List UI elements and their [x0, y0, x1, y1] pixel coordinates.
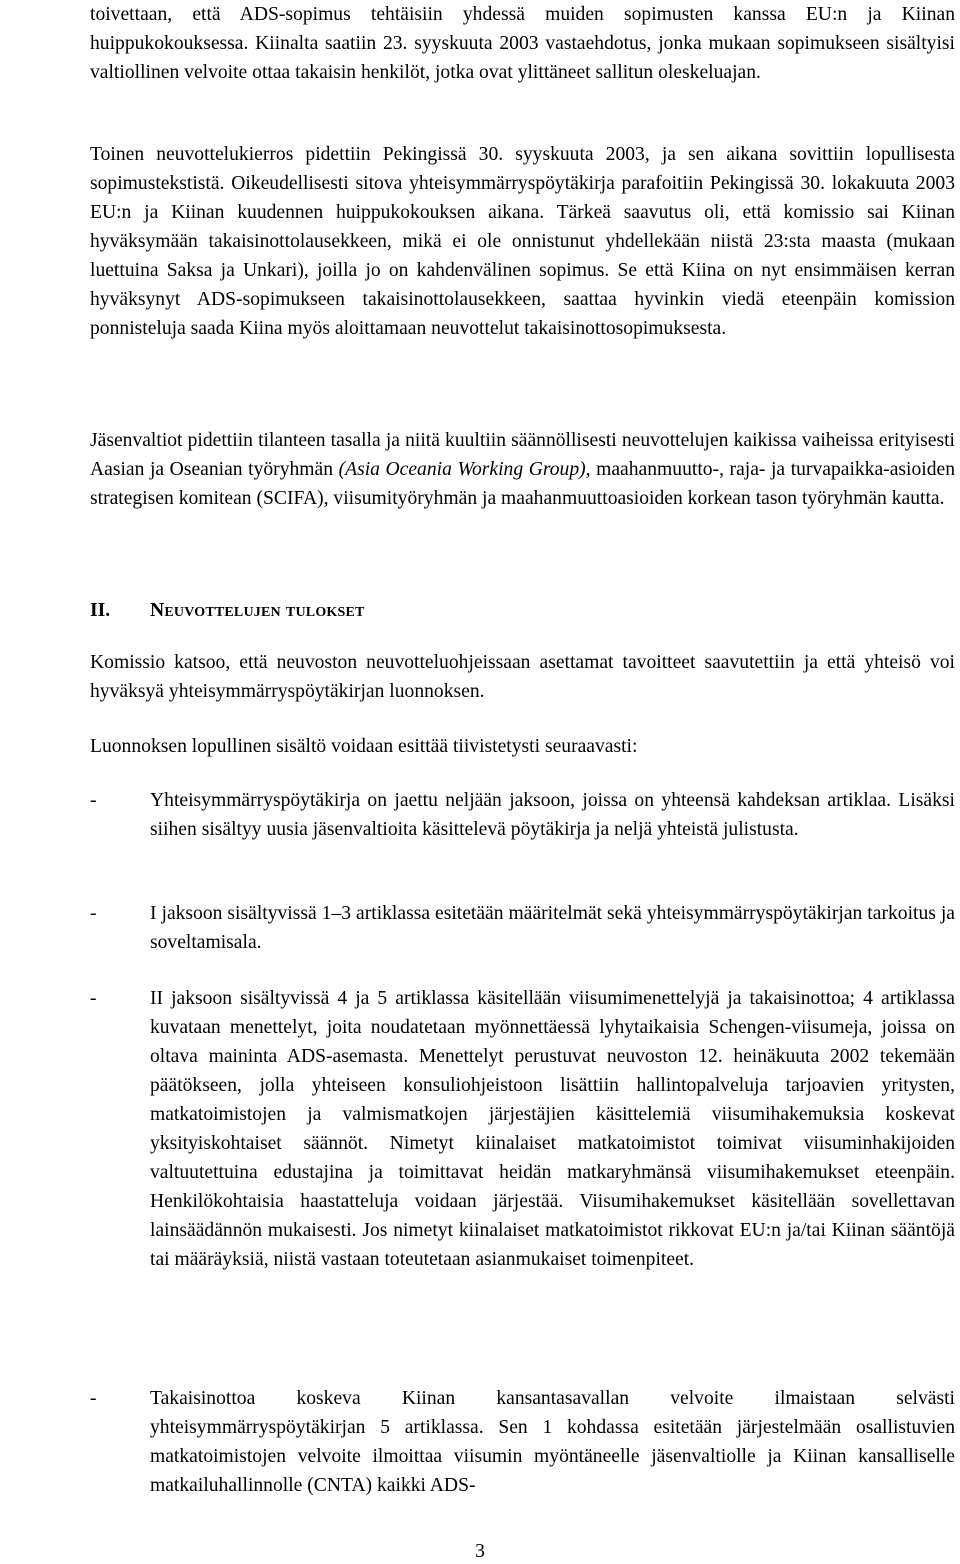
paragraph-member-states-end: , maahanmuutto-, raja- ja turvapaikka-asioiden strategisen komitean (SCIFA), viisumityöryhmän ja maahanmuuttoasioiden korkean tason työryhmän kautta. — [90, 459, 955, 509]
bullet-item: Yhteisymmärryspöytäkirja on jaettu neljään jaksoon, joissa on yhteensä kahdeksan artiklaa. Lisäksi siihen sisältyy uusia jäsenvaltioita käsittelevä pöytäkirja ja neljä yhteistä julistusta. — [150, 790, 955, 840]
bullet-marker: - — [90, 988, 97, 1009]
paragraph-ads-proposal: toivettaan, että ADS-sopimus tehtäisiin yhdessä muiden sopimusten kanssa EU:n ja Kiinan huippukokouksessa. Kiinalta saatiin 23. syyskuuta 2003 vastaehdotus, jonka mukaan sopimukseen sisältyisi valtiollinen velvoite ottaa takaisin henkilöt, jotka ovat ylittäneet sallitun oleskeluajan. — [90, 4, 955, 83]
section-title: Neuvottelujen tulokset — [150, 600, 365, 621]
paragraph-member-states-start: Jäsenvaltiot pidettiin tilanteen tasalla ja niitä kuultiin säännöllisesti neuvottelujen kaikissa vaiheissa erityisesti Aasian ja Oseanian työryhmän — [90, 430, 955, 480]
bullet-marker: - — [90, 790, 97, 811]
bullet-item: Takaisinottoa koskeva Kiinan kansantasavallan velvoite ilmaistaan selvästi yhteisymmärryspöytäkirjan 5 artiklassa. Sen 1 kohdassa esitetään järjestelmään osallistuvien matkatoimistojen velvoite ilmoittaa viisumin myöntäneelle jäsenvaltiolle ja Kiinan kansalliselle matkailuhallinnolle (CNTA) kaikki ADS- — [150, 1388, 955, 1496]
paragraph-member-states — [90, 426, 955, 513]
working-group-name: (Asia Oceania Working Group) — [338, 459, 586, 480]
paragraph-second-round: Toinen neuvottelukierros pidettiin Pekingissä 30. syyskuuta 2003, ja sen aikana sovittiin lopullisesta sopimustekstistä. Oikeudellisesti sitova yhteisymmärryspöytäkirja parafoitiin Pekingissä 30. lokakuuta 2003 EU:n ja Kiinan kuudennen huippukokouksen aikana. Tärkeä saavutus oli, että komissio sai Kiinan hyväksymään takaisinottolausekkeen, mikä ei ole onnistunut yhdellekään niistä 23:sta maasta (mukaan luettuina Saksa ja Unkari), joilla jo on kahdenvälinen sopimus. Se että Kiina on nyt ensimmäisen kerran hyväksynyt ADS-sopimukseen takaisinottolausekkeen, saattaa hyvinkin viedä eteenpäin komission ponnisteluja saada Kiina myös aloittamaan neuvottelut takaisinottosopimuksesta. — [90, 144, 955, 339]
section-number: II. — [90, 600, 111, 621]
bullet-item: I jaksoon sisältyvissä 1–3 artiklassa esitetään määritelmät sekä yhteisymmärryspöytäkirjan tarkoitus ja soveltamisala. — [150, 903, 955, 953]
page-number: 3 — [475, 1541, 485, 1562]
bullet-marker: - — [90, 1388, 97, 1409]
bullet-marker: - — [90, 903, 97, 924]
paragraph-commission-view: Komissio katsoo, että neuvoston neuvotteluohjeissaan asettamat tavoitteet saavutettiin ja että yhteisö voi hyväksyä yhteisymmärryspöytäkirjan luonnoksen. — [90, 652, 955, 702]
bullet-item: II jaksoon sisältyvissä 4 ja 5 artiklassa käsitellään viisumimenettelyjä ja takaisinottoa; 4 artiklassa kuvataan menettelyt, joita noudatetaan myönnettäessä lyhytaikaisia Schengen-viisumeja, joissa on oltava maininta ADS-asemasta. Menettelyt perustuvat neuvoston 12. heinäkuuta 2002 tekemään päätökseen, jolla yhteiseen konsuliohjeistoon lisättiin hallintopalveluja tarjoavien yritysten, matkatoimistojen ja valmismatkojen järjestäjien käsittelemiä viisumihakemuksia koskevat yksityiskohtaiset säännöt. Nimetyt kiinalaiset matkatoimistot toimivat viisuminhakijoiden valtuutettuina edustajina ja toimittavat heidän matkaryhmänsä viisumihakemukset eteenpäin. Henkilökohtaisia haastatteluja voidaan järjestää. Viisumihakemukset käsitellään sovellettavan lainsäädännön mukaisesti. Jos nimetyt kiinalaiset matkatoimistot rikkovat EU:n ja/tai Kiinan sääntöjä tai määräyksiä, niistä vastaan toteutetaan asianmukaiset toimenpiteet. — [150, 988, 955, 1270]
paragraph-summary-intro: Luonnoksen lopullinen sisältö voidaan esittää tiivistetysti seuraavasti: — [90, 736, 638, 757]
